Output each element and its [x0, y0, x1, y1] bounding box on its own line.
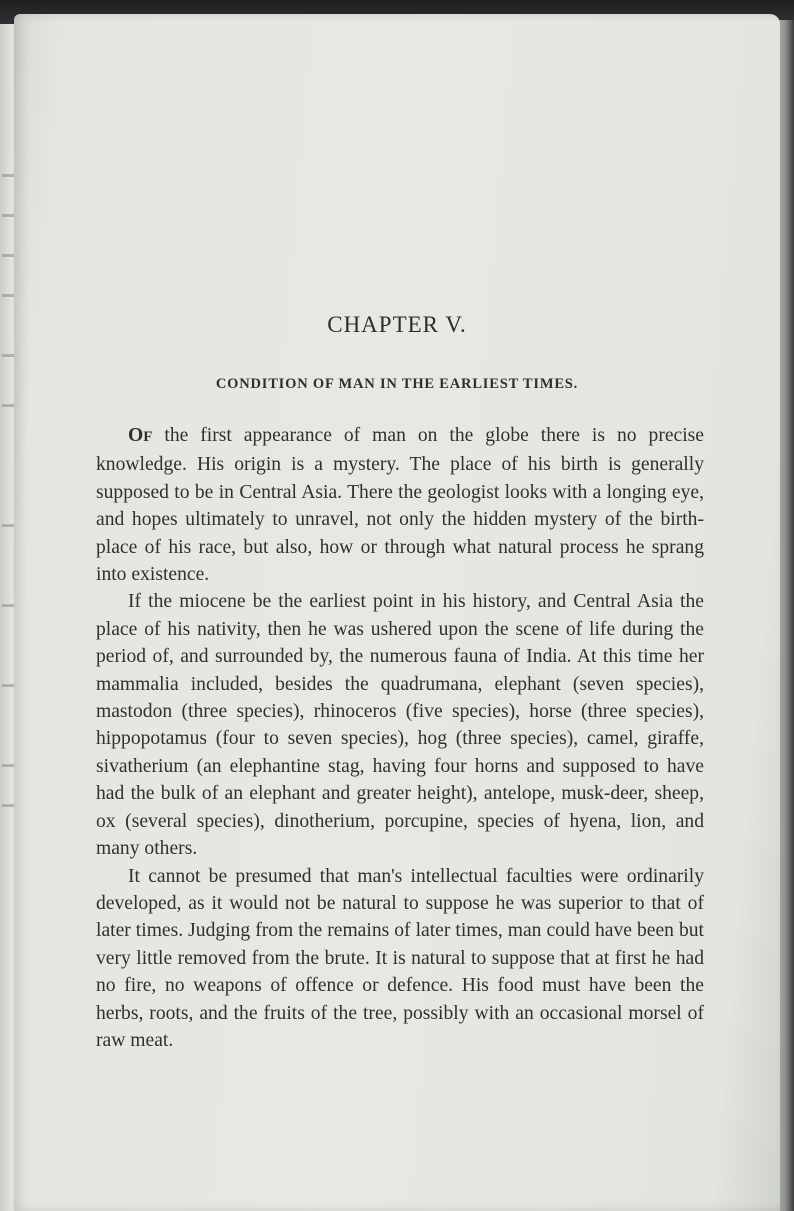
paragraph-1 [96, 422, 704, 588]
lead-smallcap: F [143, 429, 153, 445]
paragraph-3 [96, 863, 704, 1055]
paragraph-text: If the miocene be the earliest point in his history, and Central Asia the place of his nativity, then he was ushered upon the scene of life during the period of, and surrounded by, the numerous fauna of India. At this time her mammalia included, besides the quadrumana, elephant (seven species), mastodon (three species), rhinoceros (five species), horse (three species), hippopotamus (four to seven species), hog (three species), camel, giraffe, sivatherium (an elephantine stag, having four horns and supposed to have had the bulk of an elephant and greater height), antelope, musk-deer, sheep, ox (several species), dinotherium, porcupine, species of hyena, lion, and many others. [96, 591, 704, 860]
chapter-title: CHAPTER V. [327, 312, 467, 337]
book-page [14, 14, 780, 1211]
paragraph-text: It cannot be presumed that man's intellectual faculties were ordinarily developed, as it would not be natural to suppose he was superior to that of later times. Judging from the remains of later times, man could have been but very little removed from the brute. It is natural to suppose that at first he had no fire, no weapons of offence or defence. His food must have been the herbs, roots, and the fruits of the tree, possibly with an occasional morsel of raw meat. [96, 865, 704, 1051]
paragraph-2 [96, 588, 704, 862]
chapter-body [96, 422, 704, 1054]
paragraph-text: the first appearance of man on the globe there is no precise knowledge. His origin is a mystery. The place of his birth is generally supposed to be in Central Asia. There the geologist looks with a longing eye, and hopes ultimately to unravel, not only the hidden mystery of the birth-place of his race, but also, how or through what natural process he sprang into existence. [96, 425, 704, 586]
chapter-subtitle: CONDITION OF MAN IN THE EARLIEST TIMES. [215, 376, 579, 392]
lead-letter: O [128, 425, 144, 446]
